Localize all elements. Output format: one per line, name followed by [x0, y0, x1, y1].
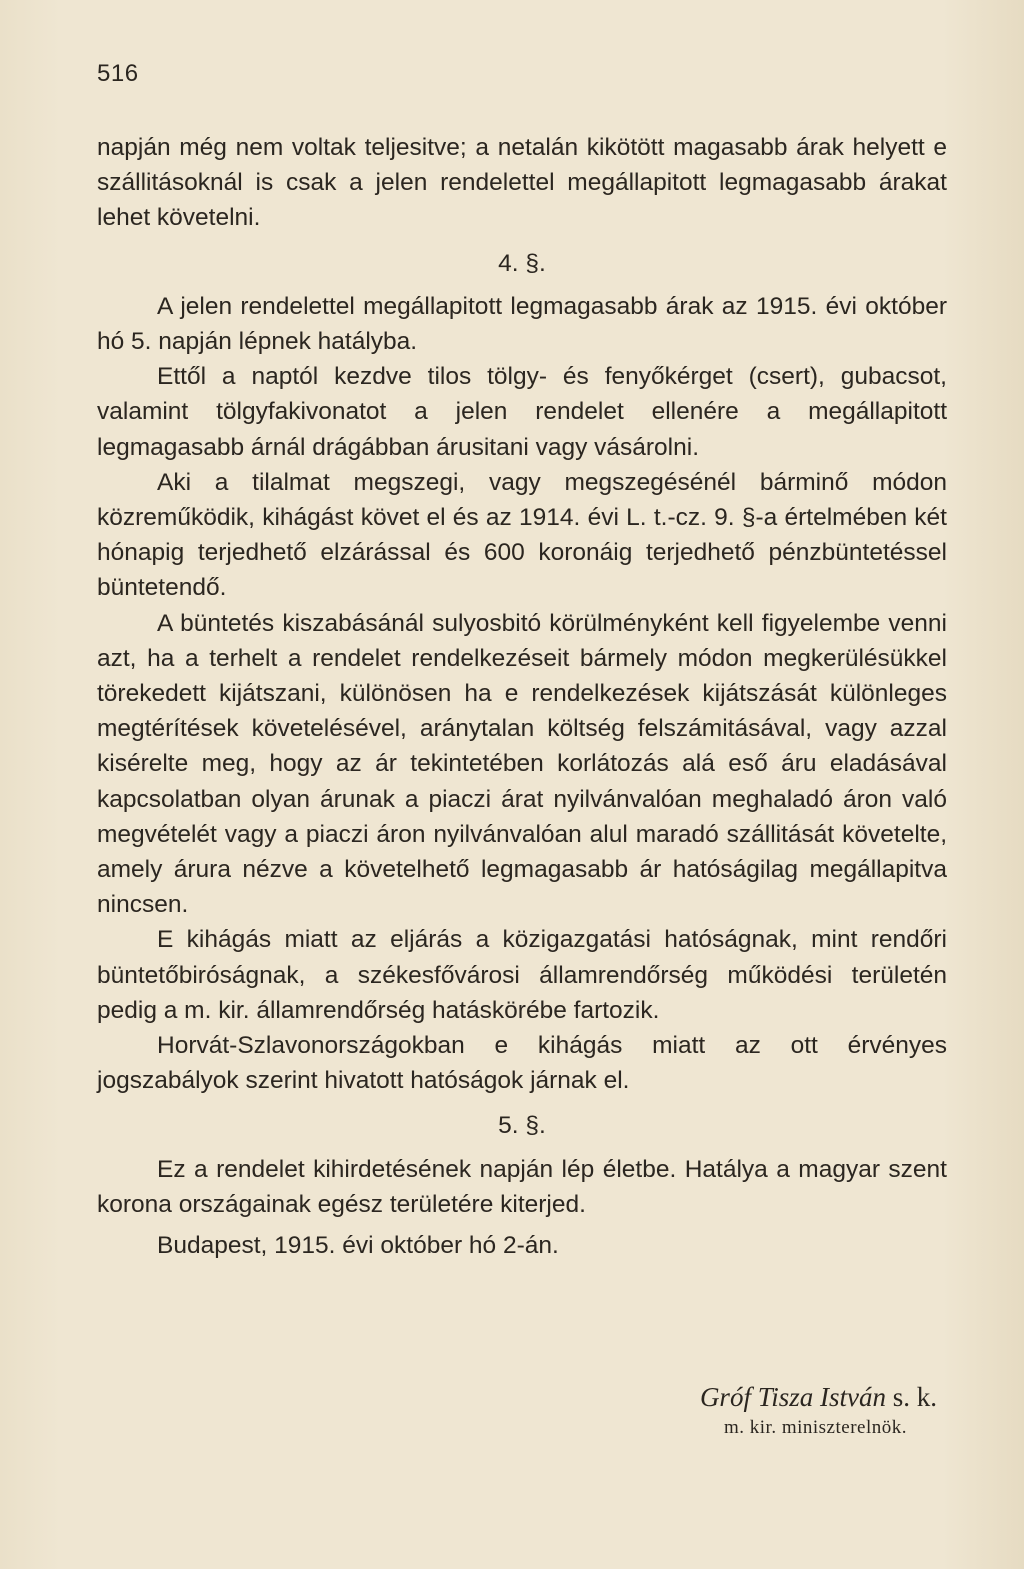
page-number: 516 — [97, 60, 139, 87]
signature-block — [97, 1380, 947, 1442]
section4-paragraph: Ettől a naptól kezdve tilos tölgy- és fenyőkérget (csert), gubacsot, valamint tölgyfakivonatot a jelen rendelet ellenére a megállapitott legmagasabb árnál drágábban árusitani vagy vásárolni. — [97, 363, 947, 461]
section4-paragraph: E kihágás miatt az eljárás a közigazgatási hatóságnak, mint rendőri büntetőbiróságnak, a székesfővárosi államrendőrség működési területén pedig a m. kir. államrendőrség hatáskörébe fartozik. — [97, 926, 947, 1024]
signatory-title: m. kir. miniszterelnök. — [723, 1417, 907, 1438]
section-heading-4: 4. §. — [498, 249, 546, 277]
place-date: Budapest, 1915. évi október hó 2-án. — [157, 1232, 559, 1260]
signatory-name: Gróf Tisza István — [699, 1382, 886, 1412]
signature-suffix: s. k. — [892, 1382, 937, 1412]
signature-line — [97, 1380, 947, 1414]
section-heading-5: 5. §. — [498, 1112, 546, 1140]
section4-paragraph: Horvát-Szlavonországokban e kihágás miatt az ott érvényes jogszabályok szerint hivatott hatóságok járnak el. — [97, 1032, 947, 1095]
section4-paragraph: A büntetés kiszabásánál sulyosbitó körülményként kell figyelembe venni azt, ha a terhelt a rendelet rendelkezéseit bármely módon megkerülésükkel törekedett kijátszani, különösen ha e rendelkezések kijátszását különleges megtérítések követelésével, aránytalan költség felszámitásával, vagy azzal kisérelte meg, hogy az ár tekintetében korlátozás alá eső áru eladásával kapcsolatban olyan árunak a piaczi árat nyilvánvalóan meghaladó áron való megvételét vagy a piaczi áron nyilvánvalóan alul maradó szállitását követelte, amely árura nézve a követelhető legmagasabb ár hatóságilag megállapitva nincsen. — [97, 609, 947, 919]
document-body — [97, 130, 947, 1263]
section4-paragraph: A jelen rendelettel megállapitott legmagasabb árak az 1915. évi október hó 5. napján lépnek hatályba. — [97, 292, 947, 356]
section5-paragraph: Ez a rendelet kihirdetésének napján lép életbe. Hatálya a magyar szent korona országainak egész területére kiterjed. — [97, 1155, 947, 1218]
paragraph-continuation: napján még nem voltak teljesitve; a netalán kikötött magasabb árak helyett e szállitásoknál is csak a jelen rendelettel megállapitott legmagasabb árakat lehet követelni. — [97, 134, 947, 232]
section4-paragraph: Aki a tilalmat megszegi, vagy megszegésénél bárminő módon közreműködik, kihágást követ el és az 1914. évi L. t.-cz. 9. §-a értelmében két hónapig terjedhető elzárással és 600 koronáig terjedhető pénzbüntetéssel büntetendő. — [97, 468, 947, 602]
